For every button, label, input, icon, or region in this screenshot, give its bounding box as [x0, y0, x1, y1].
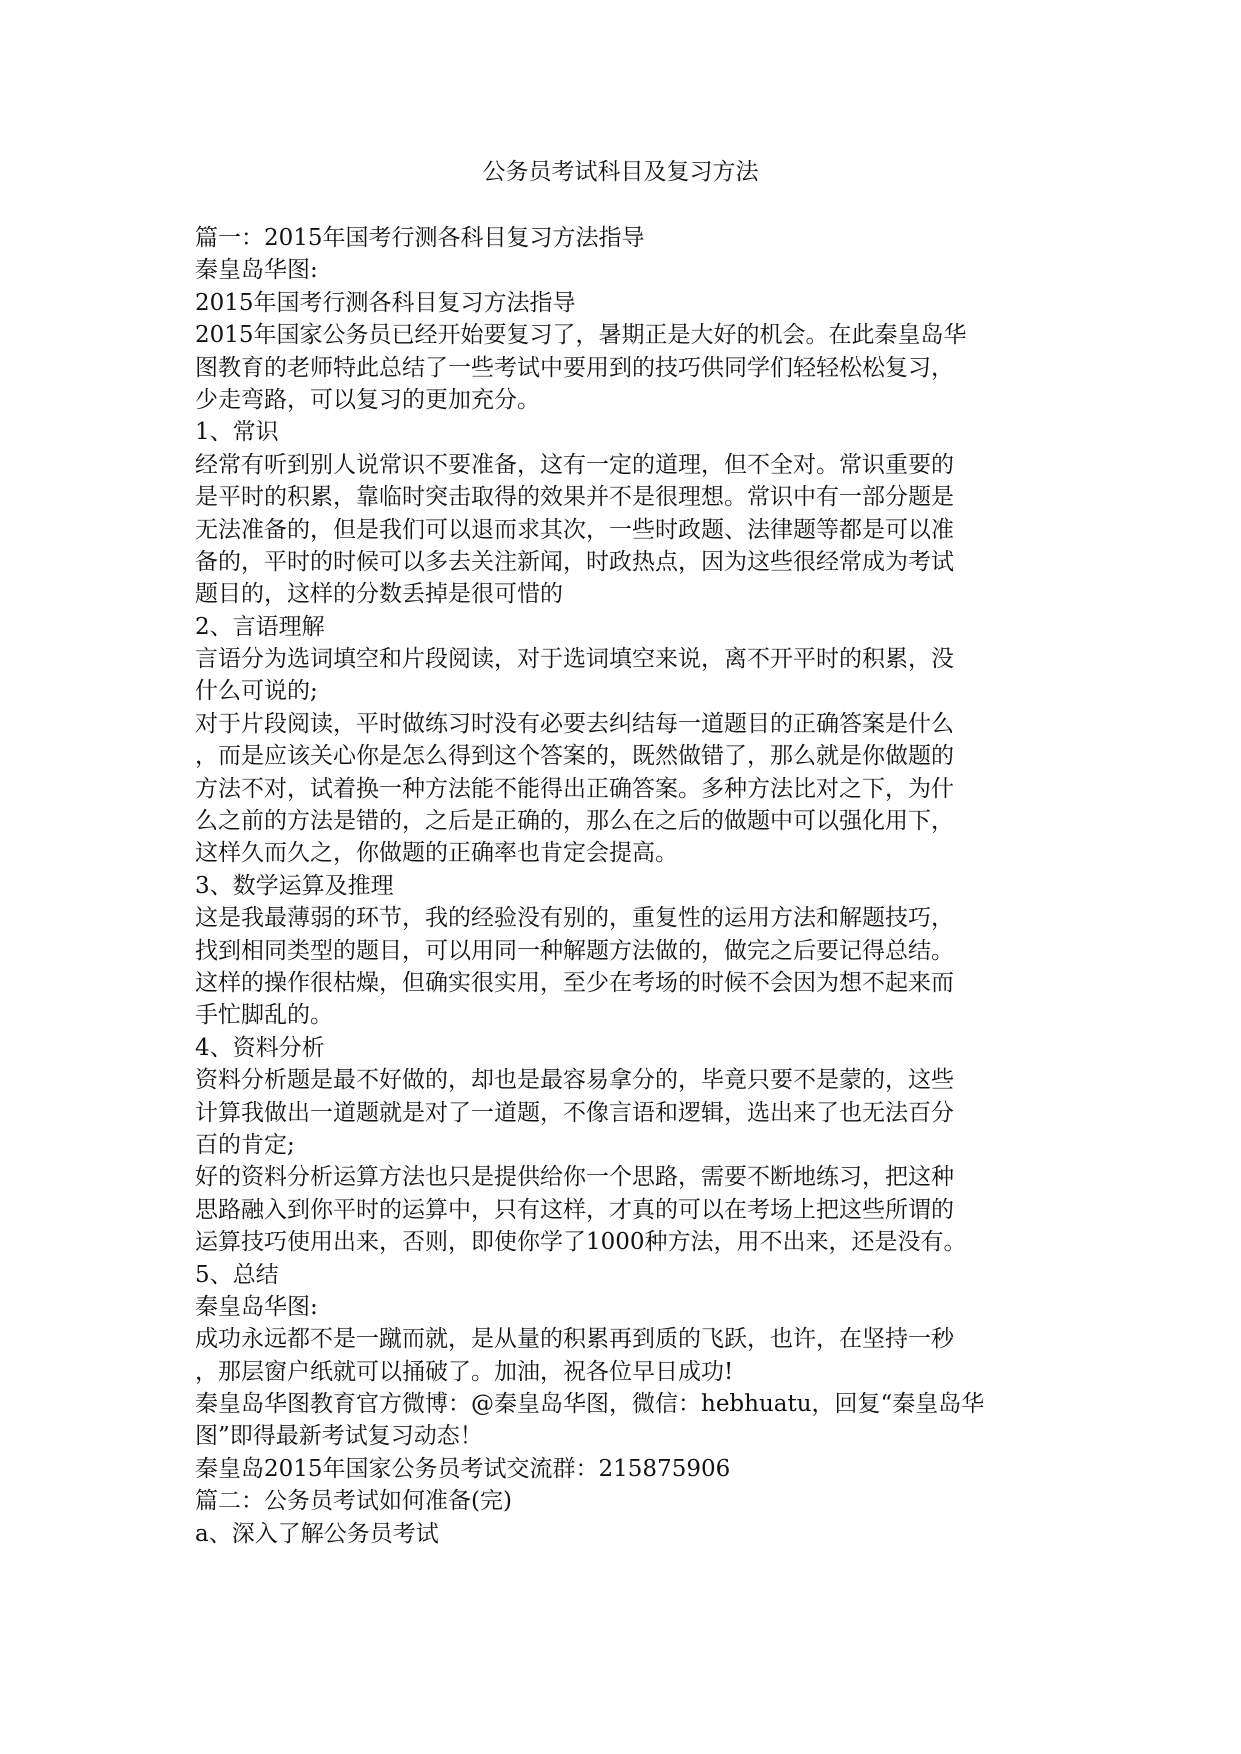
- document-line: 无法准备的，但是我们可以退而求其次，一些时政题、法律题等都是可以准: [195, 516, 954, 543]
- document-line: 手忙脚乱的。: [195, 1002, 333, 1029]
- document-line: 3、数学运算及推理: [195, 872, 394, 899]
- document-line: ，而是应该关心你是怎么得到这个答案的，既然做错了，那么就是你做题的: [195, 743, 954, 770]
- document-line: 1、常识: [195, 419, 279, 446]
- document-line: 这样久而久之，你做题的正确率也肯定会提高。: [195, 840, 678, 867]
- document-line: 少走弯路，可以复习的更加充分。: [195, 386, 540, 413]
- document-line: 备的，平时的时候可以多去关注新闻，时政热点，因为这些很经常成为考试: [195, 548, 954, 575]
- document-line: 么之前的方法是错的，之后是正确的，那么在之后的做题中可以强化用下，: [195, 808, 954, 835]
- document-line: 思路融入到你平时的运算中，只有这样，才真的可以在考场上把这些所谓的: [195, 1196, 954, 1223]
- document-line: ，那层窗户纸就可以捅破了。加油，祝各位早日成功!: [195, 1358, 734, 1385]
- document-line: 百的肯定;: [195, 1131, 295, 1158]
- document-line: 计算我做出一道题就是对了一道题，不像言语和逻辑，选出来了也无法百分: [195, 1099, 954, 1126]
- document-line: 5、总结: [195, 1261, 279, 1288]
- document-line: 图教育的老师特此总结了一些考试中要用到的技巧供同学们轻轻松松复习，: [195, 354, 954, 381]
- document-body: [195, 222, 1030, 1550]
- document-line: 好的资料分析运算方法也只是提供给你一个思路，需要不断地练习，把这种: [195, 1164, 954, 1191]
- document-line: 运算技巧使用出来，否则，即使你学了1000种方法，用不出来，还是没有。: [195, 1229, 967, 1256]
- document-line: 图”即得最新考试复习动态！: [195, 1423, 483, 1450]
- document-line: 秦皇岛华图:: [195, 1293, 318, 1320]
- document-line: 秦皇岛2015年国家公务员考试交流群：215875906: [195, 1455, 731, 1482]
- document-line: 言语分为选词填空和片段阅读，对于选词填空来说，离不开平时的积累，没: [195, 646, 954, 673]
- document-line: 方法不对，试着换一种方法能不能得出正确答案。多种方法比对之下，为什: [195, 775, 954, 802]
- document-line: 资料分析题是最不好做的，却也是最容易拿分的，毕竟只要不是蒙的，这些: [195, 1067, 954, 1094]
- document-line: 秦皇岛华图:: [195, 257, 318, 284]
- document-line: 4、资料分析: [195, 1034, 325, 1061]
- document-line: 2015年国家公务员已经开始要复习了，暑期正是大好的机会。在此秦皇岛华: [195, 322, 967, 349]
- document-line: 篇二：公务员考试如何准备(完): [195, 1488, 512, 1515]
- document-line: 秦皇岛华图教育官方微博：@秦皇岛华图，微信：hebhuatu，回复“秦皇岛华: [195, 1391, 985, 1418]
- document-line: 这样的操作很枯燥，但确实很实用，至少在考场的时候不会因为想不起来而: [195, 969, 954, 996]
- document-line: 题目的，这样的分数丢掉是很可惜的: [195, 581, 563, 608]
- document-line: 什么可说的;: [195, 678, 318, 705]
- document-line: a、深入了解公务员考试: [195, 1520, 439, 1547]
- document-line: 成功永远都不是一蹴而就，是从量的积累再到质的飞跃，也许，在坚持一秒: [195, 1326, 954, 1353]
- document-line: 对于片段阅读，平时做练习时没有必要去纠结每一道题目的正确答案是什么: [195, 710, 954, 737]
- document-line: 找到相同类型的题目，可以用同一种解题方法做的，做完之后要记得总结。: [195, 937, 954, 964]
- document-line: 经常有听到别人说常识不要准备，这有一定的道理，但不全对。常识重要的: [195, 451, 954, 478]
- document-line: 2、言语理解: [195, 613, 325, 640]
- document-title: 公务员考试科目及复习方法: [482, 159, 759, 185]
- document-line: 是平时的积累，靠临时突击取得的效果并不是很理想。常识中有一部分题是: [195, 484, 954, 511]
- document-line: 篇一：2015年国考行测各科目复习方法指导: [195, 225, 645, 251]
- document-line: 2015年国考行测各科目复习方法指导: [195, 289, 576, 316]
- document-line: 这是我最薄弱的环节，我的经验没有别的，重复性的运用方法和解题技巧，: [195, 905, 954, 932]
